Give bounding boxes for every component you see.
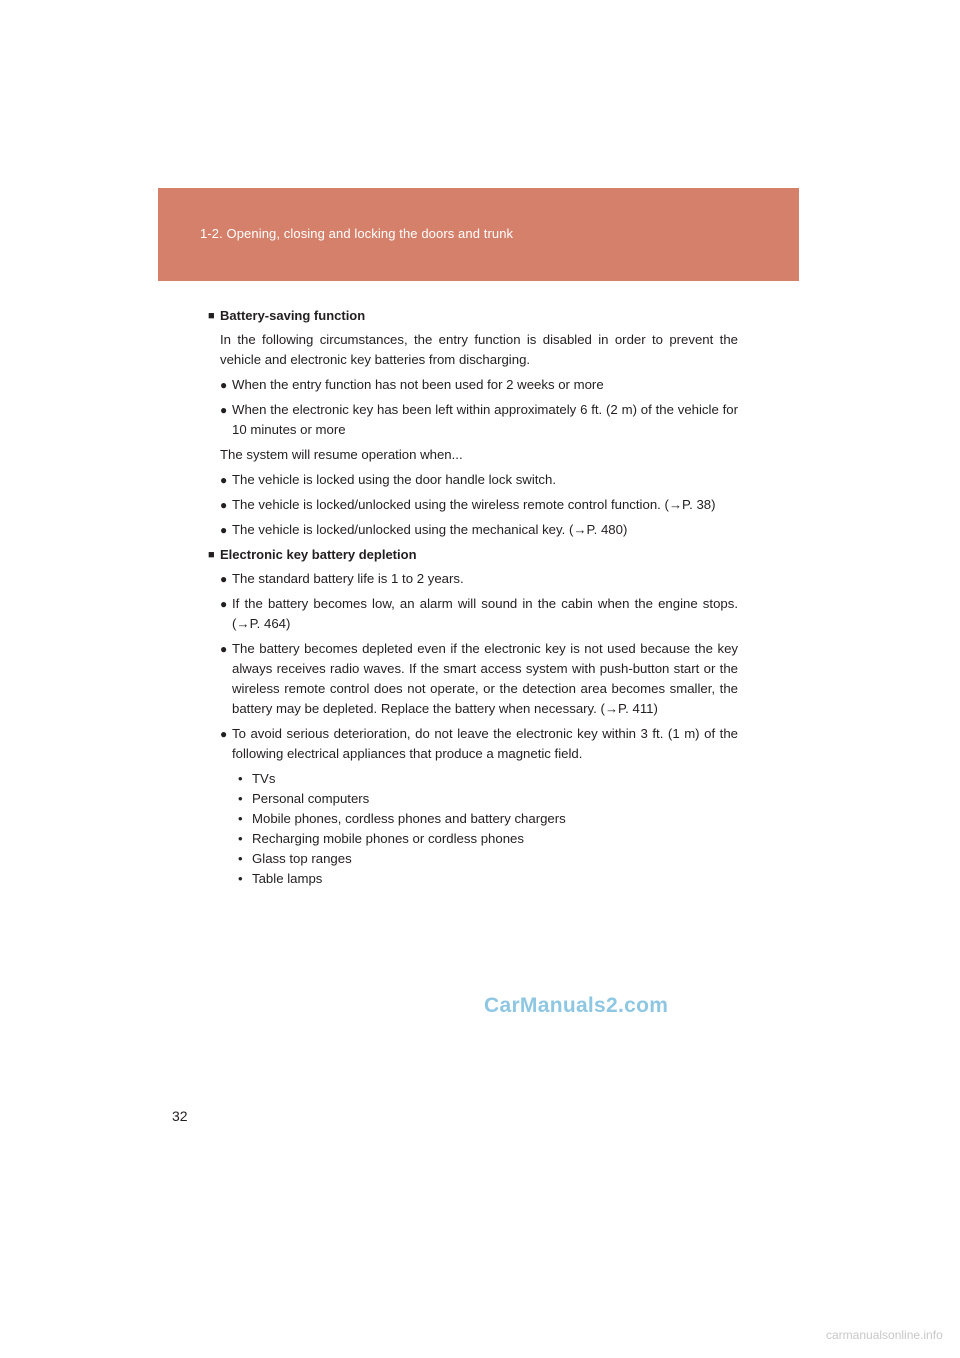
section-intro: In the following circumstances, the entry function is disabled in order to prevent the vehicle and electronic key batteries from discharging. xyxy=(220,332,738,367)
small-bullet-icon: • xyxy=(238,871,243,886)
chapter-header xyxy=(158,188,799,281)
list-item-text: To avoid serious deterioration, do not leave the electronic key within 3 ft. (1 m) of the following electrical appliances that produce a magnetic field. xyxy=(232,726,738,761)
list-item-text: The vehicle is locked using the door handle lock switch. xyxy=(232,472,557,487)
list-item xyxy=(220,639,738,719)
square-bullet-icon: ■ xyxy=(208,310,215,322)
list-item xyxy=(220,495,738,515)
list-item xyxy=(220,470,738,490)
list-item-text: The battery becomes depleted even if the electronic key is not used because the key always receives radio waves. If the smart access system with push-button start or the wireless remote control does not operate, or the detection area becomes smaller, the battery may be depleted. Replace the battery when necessary. (→P. 411) xyxy=(232,641,738,716)
section-heading xyxy=(208,545,738,565)
list-item xyxy=(220,520,738,540)
small-bullet-icon: • xyxy=(238,851,243,866)
round-bullet-icon: ● xyxy=(220,597,228,611)
appliance-label: Personal computers xyxy=(252,791,370,806)
small-bullet-icon: • xyxy=(238,831,243,846)
round-bullet-icon: ● xyxy=(220,572,228,586)
round-bullet-icon: ● xyxy=(220,523,228,537)
round-bullet-icon: ● xyxy=(220,378,228,392)
section-heading xyxy=(208,306,738,326)
page-number: 32 xyxy=(172,1108,188,1124)
footer-watermark: carmanualsonline.info xyxy=(826,1328,943,1342)
list-item-text: When the entry function has not been used for 2 weeks or more xyxy=(232,377,604,392)
list-item-text: The vehicle is locked/unlocked using the wireless remote control function. (→P. 38) xyxy=(232,497,716,512)
section-title: Battery-saving function xyxy=(220,308,366,323)
list-item-text: The vehicle is locked/unlocked using the mechanical key. (→P. 480) xyxy=(232,522,628,537)
round-bullet-icon: ● xyxy=(220,403,228,417)
appliance-item xyxy=(238,769,738,789)
list-item-text: If the battery becomes low, an alarm will sound in the cabin when the engine stops. (→P. 464) xyxy=(232,596,738,631)
small-bullet-icon: • xyxy=(238,811,243,826)
page-content xyxy=(208,306,738,889)
chapter-title: 1-2. Opening, closing and locking the doors and trunk xyxy=(200,226,514,241)
list-item-text: The standard battery life is 1 to 2 years. xyxy=(232,571,464,586)
list-item xyxy=(220,724,738,764)
appliance-label: Recharging mobile phones or cordless phones xyxy=(252,831,524,846)
list-item xyxy=(220,375,738,395)
list-item xyxy=(220,400,738,440)
appliance-item xyxy=(238,829,738,849)
watermark-logo[interactable]: CarManuals2.com xyxy=(484,994,669,1017)
round-bullet-icon: ● xyxy=(220,498,228,512)
appliance-item xyxy=(238,869,738,889)
resume-text: The system will resume operation when... xyxy=(220,447,463,462)
small-bullet-icon: • xyxy=(238,771,243,786)
square-bullet-icon: ■ xyxy=(208,549,215,561)
appliance-item xyxy=(238,789,738,809)
appliance-list xyxy=(238,769,738,889)
section-title: Electronic key battery depletion xyxy=(220,547,417,562)
round-bullet-icon: ● xyxy=(220,473,228,487)
appliance-item xyxy=(238,809,738,829)
round-bullet-icon: ● xyxy=(220,727,228,741)
round-bullet-icon: ● xyxy=(220,642,228,656)
appliance-label: TVs xyxy=(252,771,276,786)
appliance-label: Glass top ranges xyxy=(252,851,352,866)
appliance-label: Table lamps xyxy=(252,871,323,886)
list-item xyxy=(220,594,738,634)
list-item xyxy=(220,569,738,589)
appliance-label: Mobile phones, cordless phones and battery chargers xyxy=(252,811,566,826)
small-bullet-icon: • xyxy=(238,791,243,806)
appliance-item xyxy=(238,849,738,869)
list-item-text: When the electronic key has been left within approximately 6 ft. (2 m) of the vehicle for 10 minutes or more xyxy=(232,402,738,437)
